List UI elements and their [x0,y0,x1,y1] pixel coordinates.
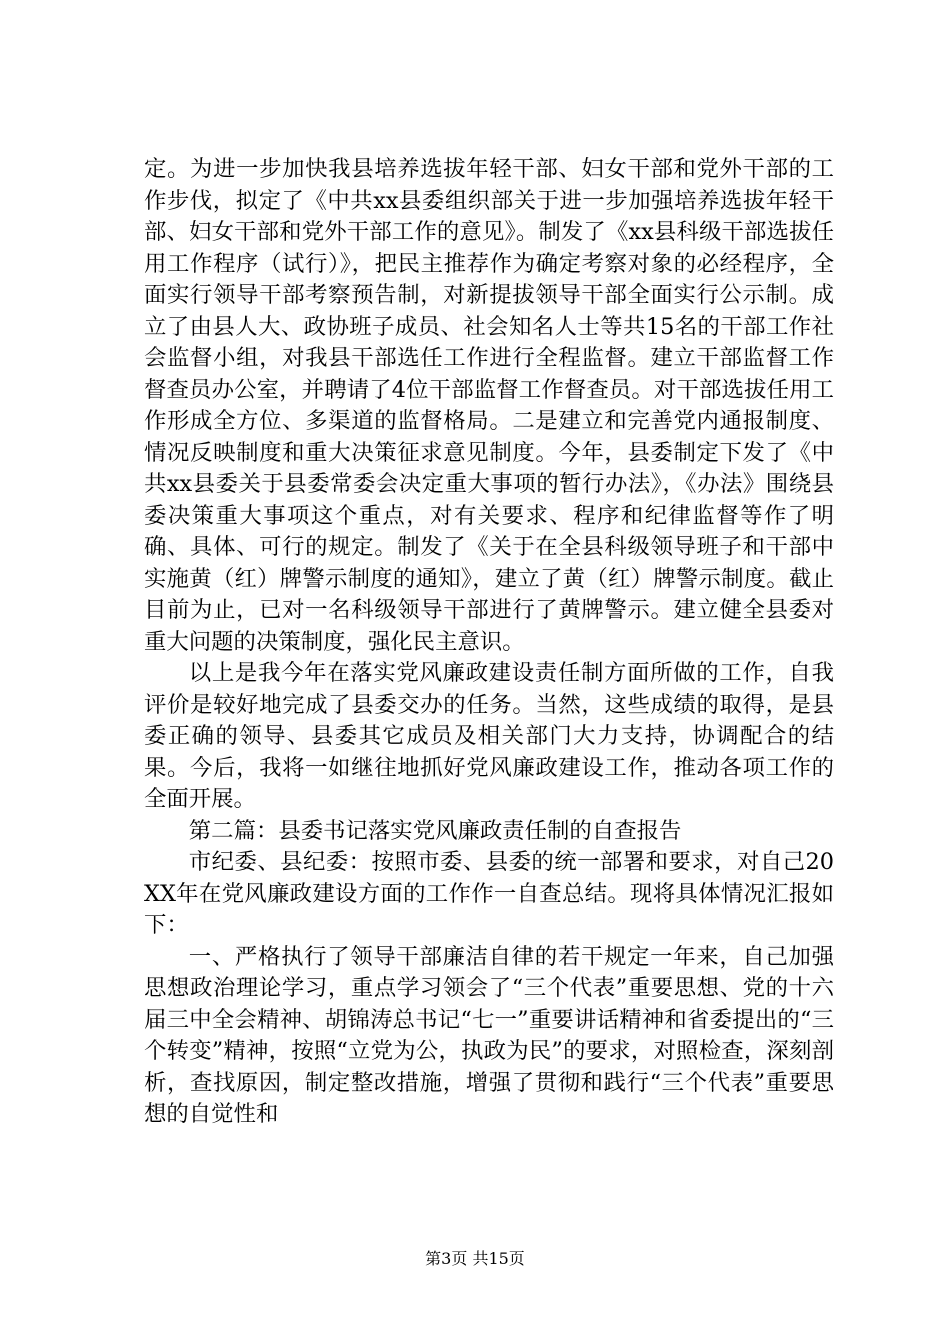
paragraph-item-one: 一、严格执行了领导干部廉洁自律的若干规定一年来，自己加强思想政治理论学习，重点学习领会了“三个代表”重要思想、党的十六届三中全会精神、胡锦涛总书记“七一”重要讲话精神和省委提出的“三个转变”精神，按照“立党为公，执政为民”的要求，对照检查，深刻剖析，查找原因，制定整改措施，增强了贯彻和践行“三个代表”重要思想的自觉性和 [144,943,834,1127]
section-heading: 第二篇：县委书记落实党风廉政责任制的自查报告 [188,817,682,844]
page-number: 第3页 共15页 [425,1249,525,1268]
paragraph-summary: 以上是我今年在落实党风廉政建设责任制方面所做的工作，自我评价是较好地完成了县委交办的任务。当然，这些成绩的取得，是县委正确的领导、县委其它成员及相关部门大力支持，协调配合的结果。今后，我将一如继往地抓好党风廉政建设工作，推动各项工作的全面开展。 [144,660,834,812]
paragraph-continued: 定。为进一步加快我县培养选拔年轻干部、妇女干部和党外干部的工作步伐，拟定了《中共xx县委组织部关于进一步加强培养选拔年轻干部、妇女干部和党外干部工作的意见》。制发了《xx县科级干部选拔任用工作程序（试行）》，把民主推荐作为确定考察对象的必经程序，全面实行领导干部考察预告制，对新提拔领导干部全面实行公示制。成立了由县人大、政协班子成员、社会知名人士等共15名的干部工作社会监督小组，对我县干部选任工作进行全程监督。建立干部监督工作督查员办公室，并聘请了4位干部监督工作督查员。对干部选拔任用工作形成全方位、多渠道的监督格局。二是建立和完善党内通报制度、情况反映制度和重大决策征求意见制度。今年，县委制定下发了《中共xx县委关于县委常委会决定重大事项的暂行办法》，《办法》围绕县委决策重大事项这个重点，对有关要求、程序和纪律监督等作了明确、具体、可行的规定。制发了《关于在全县科级领导班子和干部中实施黄（红）牌警示制度的通知》，建立了黄（红）牌警示制度。截止目前为止，已对一名科级领导干部进行了黄牌警示。建立健全县委对重大问题的决策制度，强化民主意识。 [144,156,834,655]
paragraph-salutation: 市纪委、县纪委：按照市委、县委的统一部署和要求，对自己20XX年在党风廉政建设方面的工作作一自查总结。现将具体情况汇报如下： [144,849,834,938]
body-text [144,154,834,1131]
